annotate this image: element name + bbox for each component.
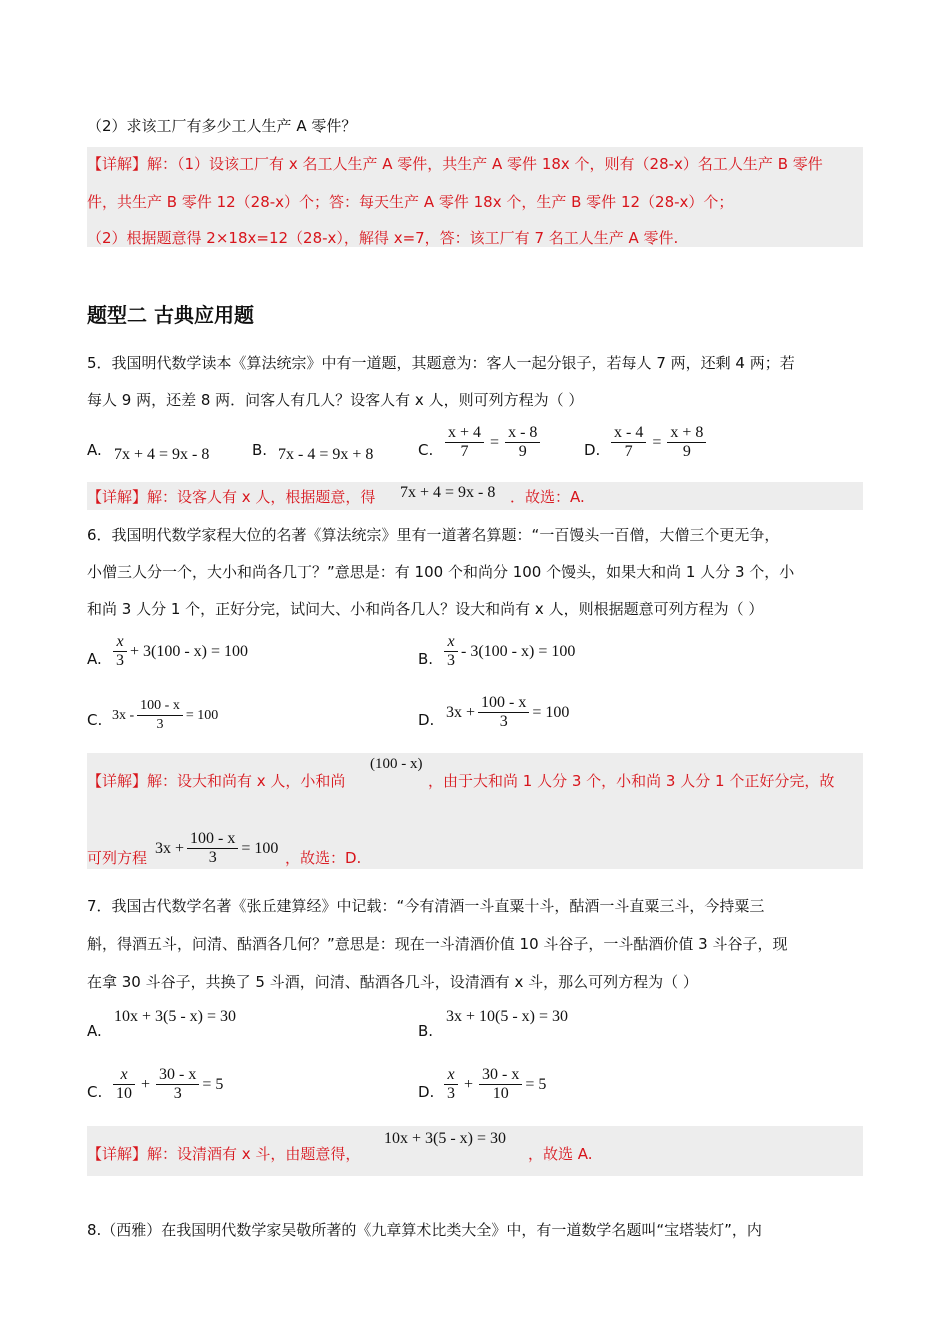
q6-option-c-equation: 3x - $\frac{100 - x}{3}$ = 100	[112, 698, 219, 732]
q4-part2-question: （2）求该工厂有多少工人生产 A 零件？	[87, 117, 357, 135]
q6-detail-post: ，故选：D.	[285, 849, 362, 867]
q6-option-d-label: D.	[418, 711, 435, 729]
q7-detail-post: ，故选 A.	[528, 1145, 593, 1163]
q6-line1: 6．我国明代数学家程大位的名著《算法统宗》里有一道著名算题：“一百馒头一百僧，大僧三个更无争，	[87, 526, 780, 544]
q8-line1: 8.（西雅）在我国明代数学家吴敬所著的《九章算术比类大全》中，有一道数学名题叫“宝塔装灯”，内	[87, 1221, 762, 1239]
q7-option-a-label: A.	[87, 1022, 102, 1040]
q6-detail-pre: 【详解】解：设大和尚有 x 人，小和尚	[87, 772, 346, 790]
q7-line1: 7．我国古代数学名著《张丘建算经》中记载：“今有清酒一斗直粟十斗，酤酒一斗直粟三斗，今持粟三	[87, 897, 765, 915]
q6-detail-paren-expression: (100 - x)	[370, 756, 423, 772]
q5-option-b-label: B.	[252, 441, 268, 459]
q6-detail-mid: ，由于大和尚 1 人分 3 个，小和尚 3 人分 1 个正好分完，故	[428, 772, 835, 790]
frac-c2: $\frac{x - 8}{9}$	[505, 424, 540, 461]
q5-option-c-equation: $\frac{x + 4}{7}$ = $\frac{x - 8}{9}$	[442, 424, 543, 461]
q4-detail-line2: 件，共生产 B 零件 12（28-x）个；答：每天生产 A 零件 18x 个，生产 B 零件 12（28-x）个；	[87, 193, 734, 211]
q6-option-b-label: B.	[418, 650, 434, 668]
q7-option-d-label: D.	[418, 1083, 435, 1101]
q5-line2: 每人 9 两，还差 8 两．问客人有几人？设客人有 x 人，则可列方程为（ ）	[87, 391, 584, 409]
q5-option-b-equation: 7x - 4 = 9x + 8	[278, 446, 374, 463]
q7-line2: 斛，得酒五斗，问清、酤酒各几何？”意思是：现在一斗清酒价值 10 斗谷子，一斗酤酒价值 3 斗谷子，现	[87, 935, 788, 953]
q7-option-c-equation: $\frac{x}{10}$ + $\frac{30 - x}{3}$ = 5	[110, 1066, 223, 1103]
q5-option-a-equation: 7x + 4 = 9x - 8	[114, 446, 210, 463]
frac-d2: $\frac{x + 8}{9}$	[667, 424, 706, 461]
q6-option-d-equation: 3x + $\frac{100 - x}{3}$ = 100	[446, 694, 570, 730]
q6-option-a-label: A.	[87, 650, 102, 668]
frac-d1: $\frac{x - 4}{7}$	[611, 424, 646, 461]
section-title: 题型二 古典应用题	[87, 303, 254, 327]
q6-detail-equation: 3x + $\frac{100 - x}{3}$ = 100	[155, 830, 279, 866]
q6-line2: 小僧三人分一个，大小和尚各几丁？”意思是：有 100 个和尚分 100 个馒头，如果大和尚 1 人分 3 个，小	[87, 563, 795, 581]
q6-option-c-label: C.	[87, 711, 103, 729]
q4-detail-line3: （2）根据题意得 2×18x=12（28-x），解得 x=7，答：该工厂有 7 名工人生产 A 零件.	[87, 229, 679, 247]
q5-option-a-label: A.	[87, 441, 102, 459]
q6-option-a-equation: $\frac{x}{3}$ + 3(100 - x) = 100	[110, 633, 248, 670]
q5-option-c-label: C.	[418, 441, 434, 459]
q5-option-d-label: D.	[584, 441, 601, 459]
q5-line1: 5．我国明代数学读本《算法统宗》中有一道题，其题意为：客人一起分银子，若每人 7 两，还剩 4 两；若	[87, 354, 795, 372]
q4-detail-line1: 【详解】解：（1）设该工厂有 x 名工人生产 A 零件，共生产 A 零件 18x 个，则有（28-x）名工人生产 B 零件	[87, 155, 823, 173]
q6-detail-line2-pre: 可列方程	[87, 849, 148, 867]
q7-option-a-equation: 10x + 3(5 - x) = 30	[114, 1008, 237, 1025]
q7-detail-pre: 【详解】解：设清酒有 x 斗，由题意得，	[87, 1145, 361, 1163]
q7-line3: 在拿 30 斗谷子，共换了 5 斗酒，问清、酤酒各几斗，设清酒有 x 斗，那么可列方程为（ ）	[87, 973, 698, 991]
q5-detail-pre: 【详解】解：设客人有 x 人，根据题意，得	[87, 488, 376, 506]
q5-detail-equation: 7x + 4 = 9x - 8	[400, 484, 496, 501]
frac-c1: $\frac{x + 4}{7}$	[445, 424, 484, 461]
q7-option-b-label: B.	[418, 1022, 434, 1040]
q7-option-c-label: C.	[87, 1083, 103, 1101]
q5-option-d-equation: $\frac{x - 4}{7}$ = $\frac{x + 8}{9}$	[608, 424, 709, 461]
q7-detail-equation: 10x + 3(5 - x) = 30	[384, 1130, 507, 1147]
q6-option-b-equation: $\frac{x}{3}$ - 3(100 - x) = 100	[441, 633, 575, 670]
q7-option-b-equation: 3x + 10(5 - x) = 30	[446, 1008, 569, 1025]
q5-detail-post: ．故选：A.	[510, 488, 585, 506]
q7-option-d-equation: $\frac{x}{3}$ + $\frac{30 - x}{10}$ = 5	[441, 1066, 546, 1103]
q6-line3: 和尚 3 人分 1 个，正好分完，试问大、小和尚各几人？设大和尚有 x 人，则根据题意可列方程为（ ）	[87, 600, 764, 618]
